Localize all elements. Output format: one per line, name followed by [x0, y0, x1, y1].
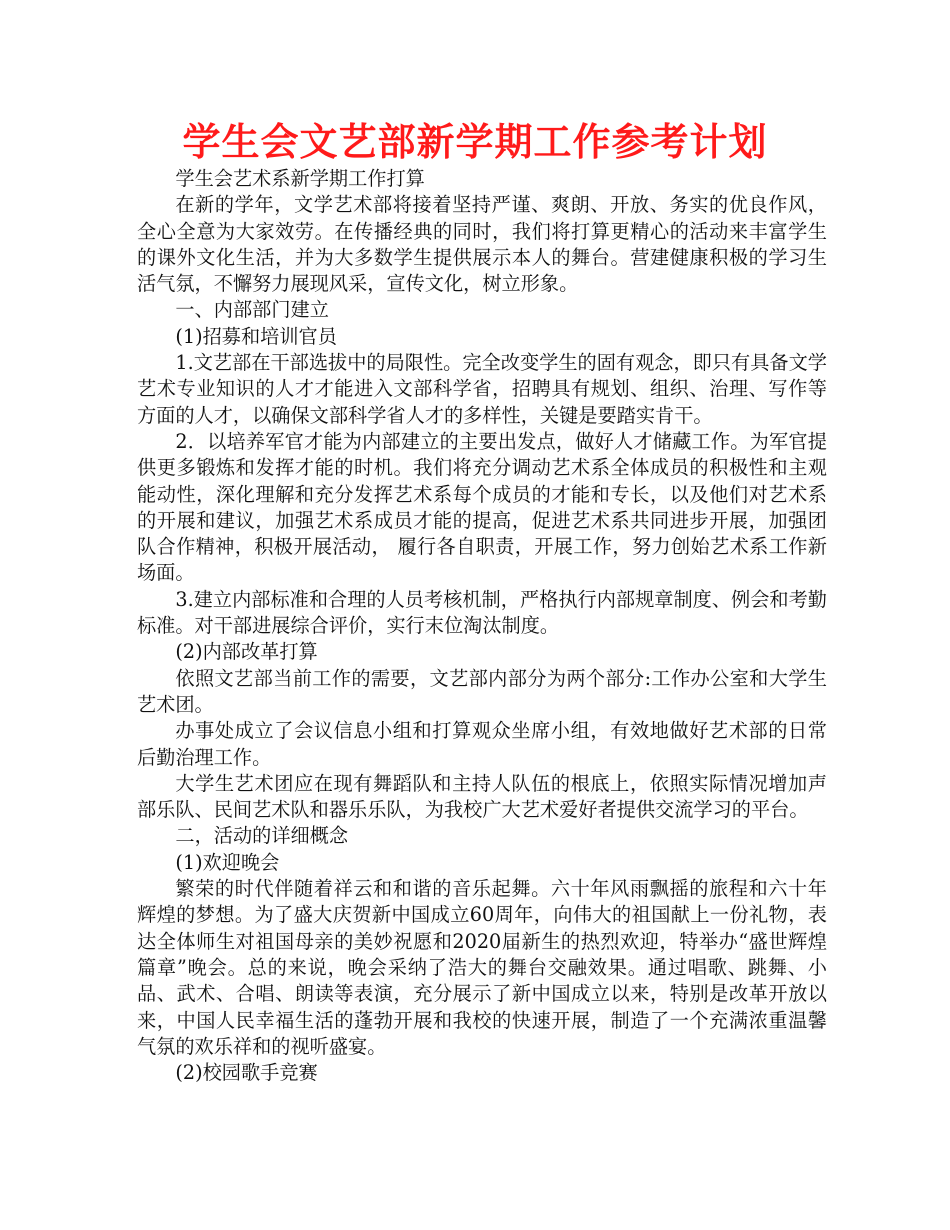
section-heading: 一、内部部门建立 — [175, 298, 329, 322]
document-body — [137, 166, 827, 1086]
paragraph: 大学生艺术团应在现有舞蹈队和主持人队伍的根底上，依照实际情况增加声部乐队、民间艺术队和器乐乐队，为我校广大艺术爱好者提供交流学习的平台。 — [137, 771, 827, 822]
paragraph: 2．以培养军官才能为内部建立的主要出发点，做好人才储藏工作。为军官提供更多锻炼和发挥才能的时机。我们将充分调动艺术系全体成员的积极性和主观能动性，深化理解和充分发挥艺术系每个成员的才能和专长，以及他们对艺术系的开展和建议，加强艺术系成员才能的提高，促进艺术系共同进步开展，加强团队合作精神，积极开展活动， 履行各自职责，开展工作，努力创始艺术系工作新场面。 — [137, 429, 827, 585]
section-heading: 二，活动的详细概念 — [175, 824, 349, 848]
subsection-heading: (1)招募和培训官员 — [175, 324, 337, 348]
subsection-heading: (2)校园歌手竞赛 — [175, 1061, 318, 1085]
paragraph: 繁荣的时代伴随着祥云和和谐的音乐起舞。六十年风雨飘摇的旅程和六十年辉煌的梦想。为了盛大庆贺新中国成立60周年，向伟大的祖国献上一份礼物，表达全体师生对祖国母亲的美妙祝愿和2020届新生的热烈欢迎，特举办“盛世辉煌篇章”晚会。总的来说，晚会采纳了浩大的舞台交融效果。通过唱歌、跳舞、小品、武术、合唱、朗读等表演，充分展示了新中国成立以来，特别是改革开放以来，中国人民幸福生活的蓬勃开展和我校的快速开展，制造了一个充满浓重温馨气氛的欢乐祥和的视听盛宴。 — [137, 877, 827, 1058]
subsection-heading: (1)欢迎晚会 — [175, 850, 280, 874]
paragraph: 依照文艺部当前工作的需要，文艺部内部分为两个部分:工作办公室和大学生艺术团。 — [137, 666, 827, 716]
paragraph: 学生会艺术系新学期工作打算 — [175, 167, 425, 190]
paragraph: 在新的学年，文学艺术部将接着坚持严谨、爽朗、开放、务实的优良作风，全心全意为大家效劳。在传播经典的同时，我们将打算更精心的活动来丰富学生的课外文化生活，并为大多数学生提供展示本人的舞台。营建健康积极的学习生活气氛，不懈努力展现风采，宣传文化，树立形象。 — [137, 193, 827, 296]
subsection-heading: (2)内部改革打算 — [175, 640, 318, 664]
paragraph: 1.文艺部在干部选拔中的局限性。完全改变学生的固有观念，即只有具备文学艺术专业知识的人才才能进入文部科学省，招聘具有规划、组织、治理、写作等方面的人才，以确保文部科学省人才的多样性，关键是要踏实肯干。 — [137, 351, 827, 427]
paragraph: 3.建立内部标准和合理的人员考核机制，严格执行内部规章制度、例会和考勤标准。对干部进展综合评价，实行末位淘汰制度。 — [137, 587, 827, 638]
document-title: 学生会文艺部新学期工作参考计划 — [182, 120, 768, 164]
paragraph: 办事处成立了会议信息小组和打算观众坐席小组，有效地做好艺术部的日常后勤治理工作。 — [137, 719, 827, 769]
